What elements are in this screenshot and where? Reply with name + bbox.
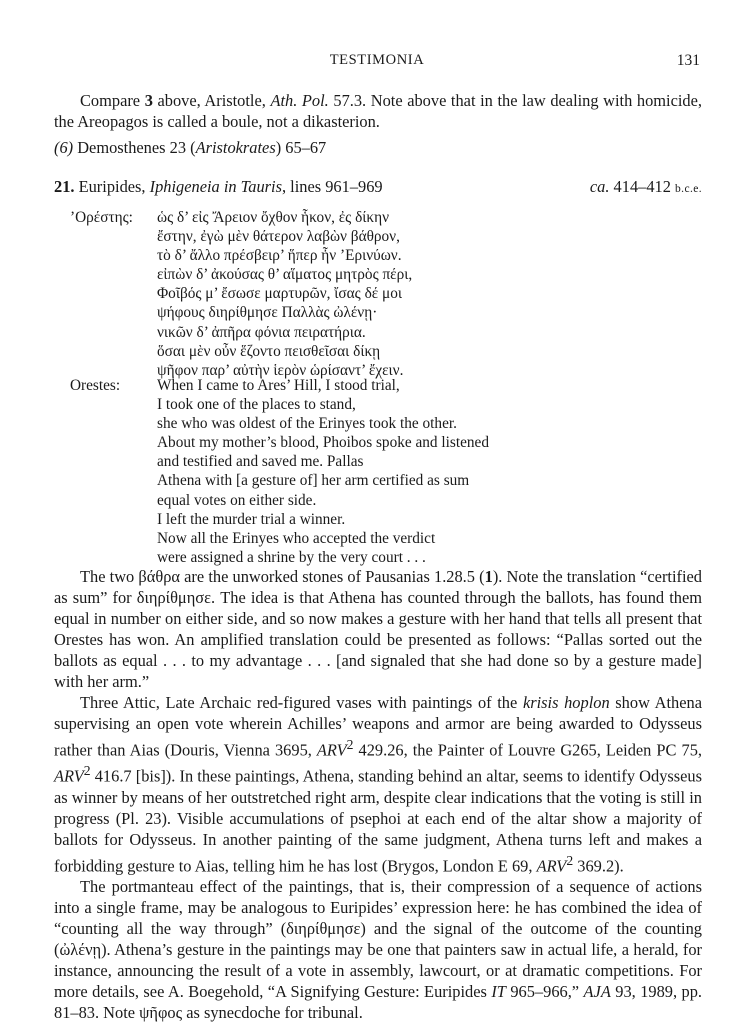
translation-line: Athena with [a gesture of] her arm certified as sum [157,472,470,490]
running-head-title: TESTIMONIA [329,52,425,68]
translation-line: About my mother’s blood, Phoibos spoke and listened [157,434,489,452]
work-title: Iphigeneia in Tauris [149,177,282,196]
page-number: 131 [676,52,700,69]
greek-line: εἰπὼν δ’ ἀκούσας θ’ αἵματος μητρὸς πέρι, [157,266,413,284]
greek-line: ἔστην, ἐγὼ μὲν θάτερον λαβὼν βάθρον, [157,228,400,246]
commentary-paragraph-3: The portmanteau effect of the paintings, that is, their compression of a sequence of actions into a single frame, may be analogous to Euripides’ expression here: he has combined the idea of “counting all the way through” (διηρίθμησε) and the signal of the outcome of the counting (ὠλένῃ). Athena’s gesture in the paintings may be one that painters saw in actual life, a herald, for instance, announcing the result of a vote in assembly, lawcourt, or at dramatic competitions. For more details, see A. Boegehold, “A Signifying Gesture: Euripides IT 965–966,” AJA 93, 1989, pp. 81–83. Note ψῆφος as synecdoche for tribunal. [54,877,703,1023]
english-lines [157,376,537,567]
commentary-paragraph-1: The two βάθρα are the unworked stones of Pausanias 1.28.5 (1). Note the translation “certified as sum” for διηρίθμησε. The idea is that Athena has counted through the ballots, has found them equal in number on either side, and so now makes a gesture with her hand that tells all present that Orestes has won. An amplified translation could be presented as follows: “Pallas sorted out the ballots as equal . . . to my advantage . . . [and signaled that she had done so by a gesture made] with her arm.” [54,567,703,691]
translation-line: she who was oldest of the Erinyes took the other. [157,415,457,433]
greek-speaker: ’Ορέστης: [70,209,133,226]
commentary [54,566,702,1023]
aristotle-note: Compare 3 above, Aristotle, Ath. Pol. 57.3. Note above that in the law dealing with homicide, the Areopagos is called a boule, not a dikasterion. [54,91,702,131]
greek-line: Φοῖβός μ’ ἔσωσε μαρτυρῶν, ἴσας δέ μοι [157,285,402,303]
english-speaker: Orestes: [70,377,121,394]
entry-heading: 21. Euripides, Iphigeneia in Tauris, lines 961–969 ca. 414–412 b.c.e. [54,177,702,196]
translation-line: equal votes on either side. [157,491,317,509]
translation-line: I left the murder trial a winner. [157,510,346,528]
greek-lines [157,208,537,380]
translation-line: were assigned a shrine by the very court . . . [157,548,426,566]
entry-date: ca. 414–412 b.c.e. [589,177,702,196]
translation-line: I took one of the places to stand, [157,396,356,414]
running-head [54,52,700,72]
translation-line: and testified and saved me. Pallas [157,453,364,471]
greek-line: ψῆφον παρ’ αὐτὴν ἱερὸν ὡρίσαντ’ ἔχειν. [157,361,404,379]
translation-line: When I came to Ares’ Hill, I stood trial, [157,377,400,394]
greek-line: ὅσαι μὲν οὖν ἕζοντο πεισθεῖσαι δίκῃ [157,342,381,360]
entry-number: 21. [54,177,75,196]
intro-paragraph [54,90,702,132]
greek-line: ψήφους διηρίθμησε Παλλὰς ὠλένῃ· [157,304,378,322]
greek-line: τὸ δ’ ἄλλο πρέσβειρ’ ἥπερ ἦν ’Ερινύων. [157,247,402,265]
source-item-6: (6) Demosthenes 23 (Aristokrates) 65–67 [54,138,327,157]
greek-line: ὡς δ’ εἰς Ἄρειον ὄχθον ἧκον, ἐς δίκην [157,209,390,226]
greek-line: νικῶν δ’ ἀπῆρα φόνια πειρατήρια. [157,323,366,341]
translation-line: Now all the Erinyes who accepted the verdict [157,529,436,547]
commentary-paragraph-2: Three Attic, Late Archaic red-figured vases with paintings of the krisis hoplon show Athena supervising an open vote wherein Achilles’ weapons and armor are being awarded to Odysseus rather than Aias (Douris, Vienna 3695, ARV$^2$ 429.26, the Painter of Louvre G265, Leiden PC 75, ARV$^2$ 416.7 [bis]). In these paintings, Athena, standing behind an altar, seems to identify Odysseus as winner by means of her outstretched right arm, despite clear indications that the voting is still in progress (Pl. 23). Visible accumulations of psephoi at each end of the altar show a majority of ballots for Odysseus. In another painting of the same judgment, Athena turns left and makes a forbidding gesture to Aias, telling him he has lost (Brygos, London E 69, ARV$^2$ 369.2). [54,693,702,876]
